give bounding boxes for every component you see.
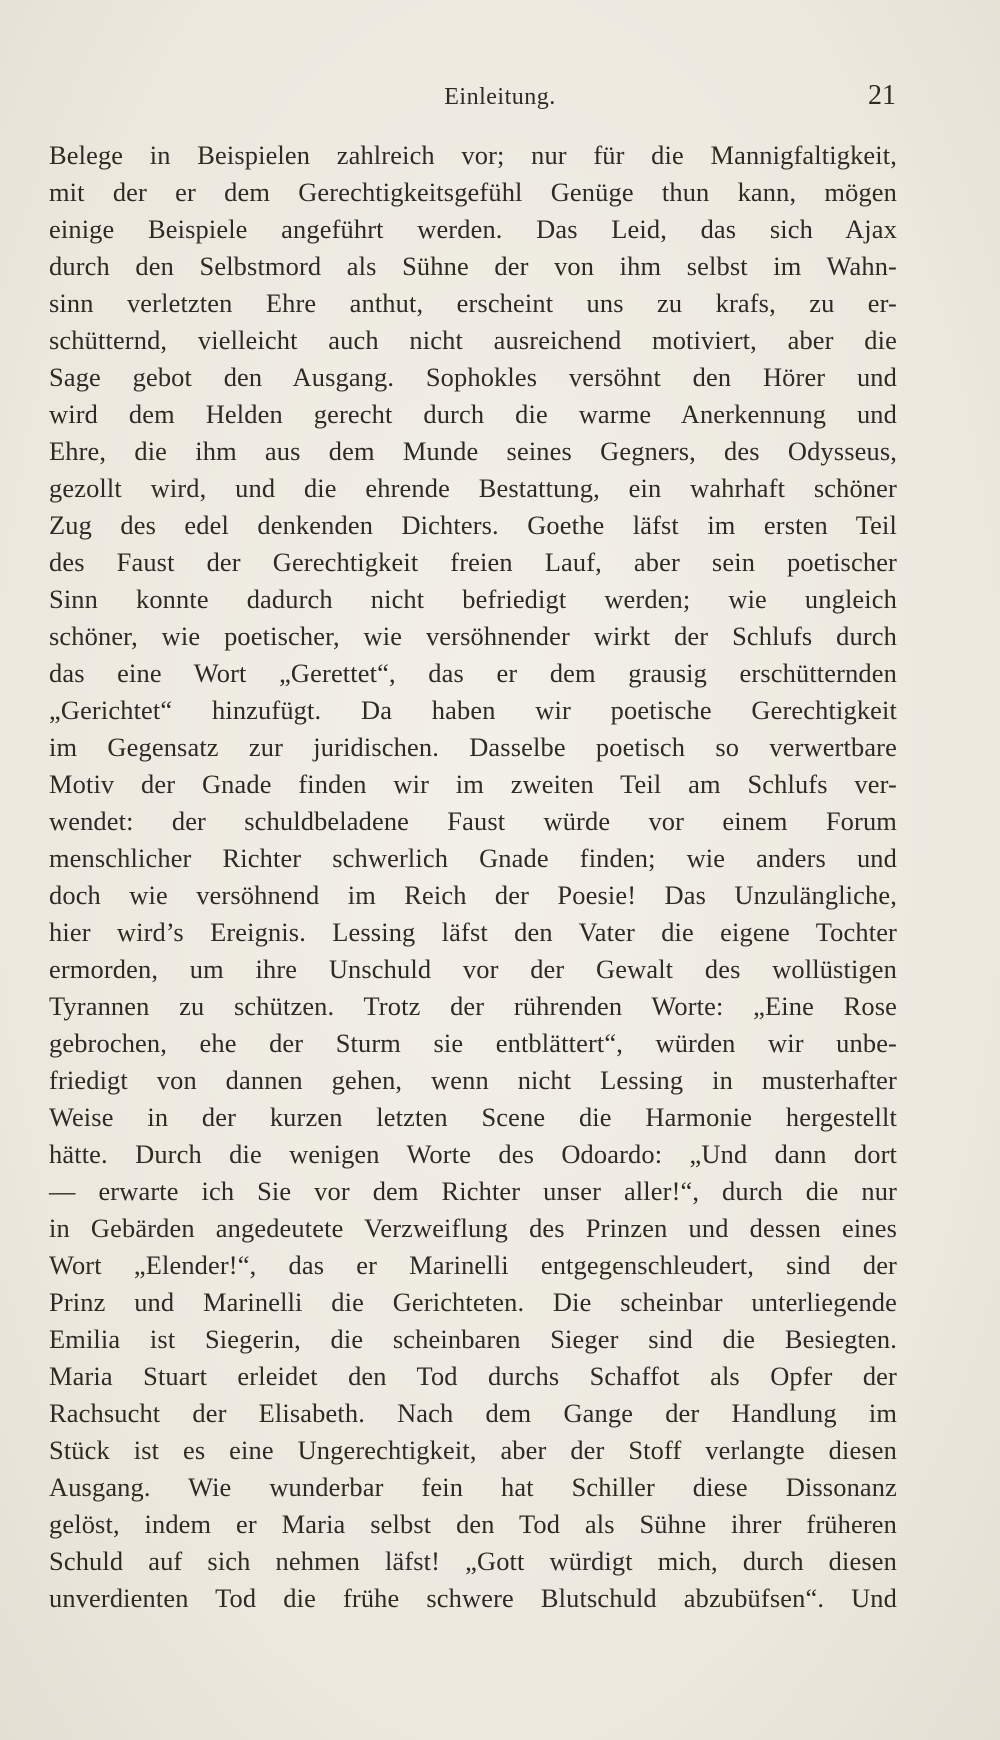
text-line: Wort „Elender!“, das er Marinelli entgegenschleudert, sind der — [49, 1250, 897, 1280]
text-line: hier wird’s Ereignis. Lessing läfst den Vater die eigene Tochter — [49, 917, 897, 947]
body-text — [49, 137, 897, 1617]
text-line: Emilia ist Siegerin, die scheinbaren Sieger sind die Besiegten. — [49, 1324, 897, 1354]
text-line: menschlicher Richter schwerlich Gnade finden; wie anders und — [49, 843, 897, 873]
text-line: wendet: der schuldbeladene Faust würde vor einem Forum — [49, 806, 897, 836]
text-line: doch wie versöhnend im Reich der Poesie! Das Unzulängliche, — [49, 880, 897, 910]
text-line: gezollt wird, und die ehrende Bestattung, ein wahrhaft schöner — [49, 473, 897, 503]
text-line: Tyrannen zu schützen. Trotz der rührenden Worte: „Eine Rose — [49, 991, 897, 1021]
text-line: hätte. Durch die wenigen Worte des Odoardo: „Und dann dort — [49, 1139, 897, 1169]
text-line: Sinn konnte dadurch nicht befriedigt werden; wie ungleich — [49, 584, 897, 614]
text-line: „Gerichtet“ hinzufügt. Da haben wir poetische Gerechtigkeit — [49, 695, 897, 725]
text-line: Belege in Beispielen zahlreich vor; nur für die Mannigfaltigkeit, — [49, 140, 897, 170]
text-line: schütternd, vielleicht auch nicht ausreichend motiviert, aber die — [49, 325, 897, 355]
text-line: Rachsucht der Elisabeth. Nach dem Gange der Handlung im — [49, 1398, 897, 1428]
text-line: einige Beispiele angeführt werden. Das Leid, das sich Ajax — [49, 214, 897, 244]
text-line: wird dem Helden gerecht durch die warme Anerkennung und — [49, 399, 897, 429]
text-line: Ausgang. Wie wunderbar fein hat Schiller diese Dissonanz — [49, 1472, 897, 1502]
text-line: Zug des edel denkenden Dichters. Goethe läfst im ersten Teil — [49, 510, 897, 540]
text-line: gelöst, indem er Maria selbst den Tod als Sühne ihrer früheren — [49, 1509, 897, 1539]
text-line: — erwarte ich Sie vor dem Richter unser aller!“, durch die nur — [49, 1176, 897, 1206]
page-number: 21 — [868, 80, 896, 111]
text-line: im Gegensatz zur juridischen. Dasselbe poetisch so verwertbare — [49, 732, 897, 762]
text-line: Stück ist es eine Ungerechtigkeit, aber der Stoff verlangte diesen — [49, 1435, 897, 1465]
text-line: Prinz und Marinelli die Gerichteten. Die scheinbar unterliegende — [49, 1287, 897, 1317]
text-line: in Gebärden angedeutete Verzweiflung des Prinzen und dessen eines — [49, 1213, 897, 1243]
text-line: Maria Stuart erleidet den Tod durchs Schaffot als Opfer der — [49, 1361, 897, 1391]
running-head-title: Einleitung. — [444, 84, 556, 110]
running-head — [0, 80, 1000, 120]
text-line: Ehre, die ihm aus dem Munde seines Gegners, des Odysseus, — [49, 436, 897, 466]
text-line: Sage gebot den Ausgang. Sophokles versöhnt den Hörer und — [49, 362, 897, 392]
text-line: schöner, wie poetischer, wie versöhnender wirkt der Schlufs durch — [49, 621, 897, 651]
text-line: ermorden, um ihre Unschuld vor der Gewalt des wollüstigen — [49, 954, 897, 984]
text-line: durch den Selbstmord als Sühne der von ihm selbst im Wahn- — [49, 251, 897, 281]
text-line: Weise in der kurzen letzten Scene die Harmonie hergestellt — [49, 1102, 897, 1132]
text-line: gebrochen, ehe der Sturm sie entblättert“, würden wir unbe- — [49, 1028, 897, 1058]
text-line: friedigt von dannen gehen, wenn nicht Lessing in musterhafter — [49, 1065, 897, 1095]
text-line: unverdienten Tod die frühe schwere Blutschuld abzubüfsen“. Und — [49, 1583, 897, 1613]
text-line: mit der er dem Gerechtigkeitsgefühl Genüge thun kann, mögen — [49, 177, 897, 207]
text-line: Schuld auf sich nehmen läfst! „Gott würdigt mich, durch diesen — [49, 1546, 897, 1576]
text-line: das eine Wort „Gerettet“, das er dem grausig erschütternden — [49, 658, 897, 688]
text-line: des Faust der Gerechtigkeit freien Lauf, aber sein poetischer — [49, 547, 897, 577]
text-line: sinn verletzten Ehre anthut, erscheint uns zu krafs, zu er- — [49, 288, 897, 318]
text-line: Motiv der Gnade finden wir im zweiten Teil am Schlufs ver- — [49, 769, 897, 799]
